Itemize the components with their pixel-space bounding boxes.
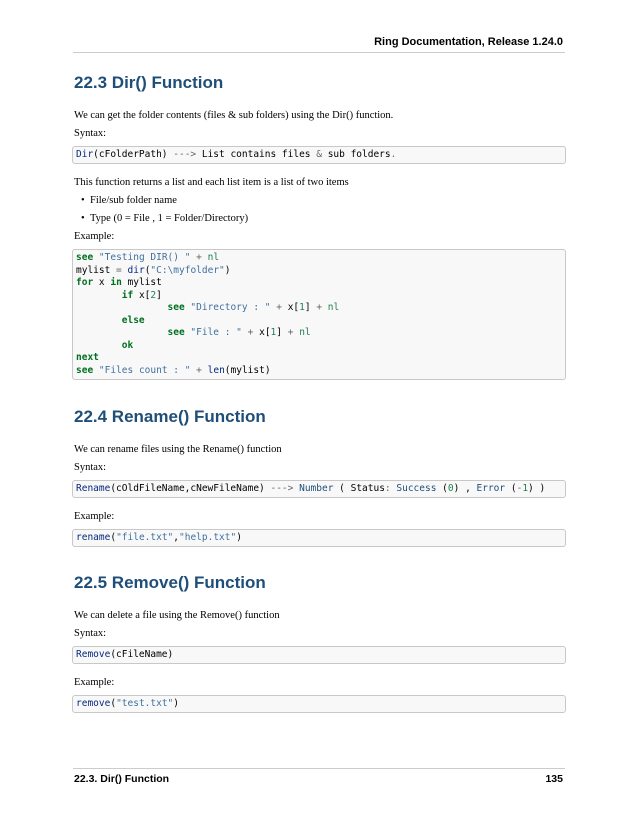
code-fn-dir: Dir [76,149,94,160]
remove-syntax-label: Syntax: [74,628,107,639]
rename-intro: We can rename files using the Rename() function [74,444,282,455]
rename-example-label: Example: [74,511,115,522]
dir-description: This function returns a list and each list item is a list of two items [74,177,349,188]
dir-example-code: see "Testing DIR() " + nl mylist = dir("C:\myfolder") for x in mylist if x[2] see "Directory : " + x[1] + nl else see "File : " + x[1] + nl ok next see "Files count : " + len(mylist) [72,249,566,380]
remove-example-code: remove("test.txt") [72,695,566,713]
rename-syntax-code: Rename(cOldFileName,cNewFileName) ---> Number ( Status: Success (0) , Error (-1) ) [72,480,566,498]
section-heading-dir: 22.3 Dir() Function [74,73,224,92]
dir-intro: We can get the folder contents (files & sub folders) using the Dir() function. [74,110,394,121]
code-arrow: ---> [173,149,197,160]
dir-syntax-label: Syntax: [74,128,107,139]
bullet-item: • Type (0 = File , 1 = Folder/Directory) [90,213,248,224]
remove-intro: We can delete a file using the Remove() function [74,610,280,621]
footer-rule [73,768,565,769]
code-amp: & [316,149,322,160]
remove-example-label: Example: [74,677,115,688]
section-heading-remove: 22.5 Remove() Function [74,573,266,592]
page-number: 135 [545,773,563,785]
rename-example-code: rename("file.txt","help.txt") [72,529,566,547]
code-dot: . [390,149,397,160]
running-header-title: Ring Documentation, Release 1.24.0 [374,36,563,48]
remove-syntax-code: Remove(cFileName) [72,646,566,664]
footer-section: 22.3. Dir() Function [74,773,170,785]
dir-example-label: Example: [74,231,115,242]
bullet-item: • File/sub folder name [90,195,177,206]
rename-syntax-label: Syntax: [74,462,107,473]
dir-syntax-code: Dir(cFolderPath) ---> List contains files & sub folders. [72,146,566,164]
section-heading-rename: 22.4 Rename() Function [74,407,266,426]
header-rule [73,52,565,53]
